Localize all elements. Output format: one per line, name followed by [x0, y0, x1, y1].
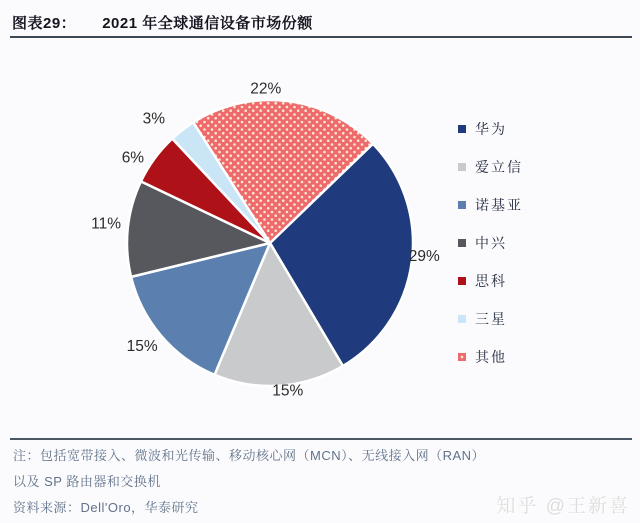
footnote-divider	[10, 438, 632, 440]
figure-title: 2021 年全球通信设备市场份额	[102, 15, 313, 32]
pie-slice-label: 29%	[408, 248, 440, 266]
pie-slice-label: 3%	[142, 110, 166, 128]
legend-swatch	[458, 239, 466, 247]
legend-swatch	[458, 277, 466, 285]
pie-slice-label: 15%	[272, 382, 304, 400]
footnote-note-line1: 注：包括宽带接入、微波和光传输、移动核心网（MCN）、无线接入网（RAN）	[13, 448, 486, 463]
legend-swatch	[458, 163, 466, 171]
legend-label: 三星	[475, 311, 507, 327]
pie-slice-label: 6%	[121, 149, 145, 167]
legend-swatch	[458, 315, 466, 323]
legend-label: 爱立信	[475, 159, 523, 175]
pie-slice-label: 22%	[250, 80, 282, 98]
source-text: 资料来源：Dell'Oro，华泰研究	[13, 500, 199, 515]
pie-slice-label: 15%	[126, 338, 158, 355]
legend-label: 诺基亚	[475, 197, 523, 213]
legend-item	[458, 186, 523, 224]
legend-swatch	[458, 201, 466, 209]
legend-label: 华为	[475, 121, 507, 137]
legend-item	[458, 262, 523, 300]
watermark: 知乎 @王新喜	[496, 496, 630, 517]
legend-swatch	[458, 353, 466, 361]
legend-item	[458, 110, 523, 148]
legend-item	[458, 148, 523, 186]
legend-label: 思科	[475, 273, 507, 289]
legend-swatch	[458, 125, 466, 133]
legend-item	[458, 338, 523, 376]
legend-label: 中兴	[475, 235, 507, 251]
legend-item	[458, 300, 523, 338]
pie-slice-label: 11%	[91, 215, 122, 233]
legend-label: 其他	[475, 349, 507, 365]
figure-number: 图表29：	[12, 15, 77, 32]
chart-legend	[458, 110, 523, 376]
footnote-note-line2: 以及 SP 路由器和交换机	[13, 474, 161, 489]
legend-item	[458, 224, 523, 262]
